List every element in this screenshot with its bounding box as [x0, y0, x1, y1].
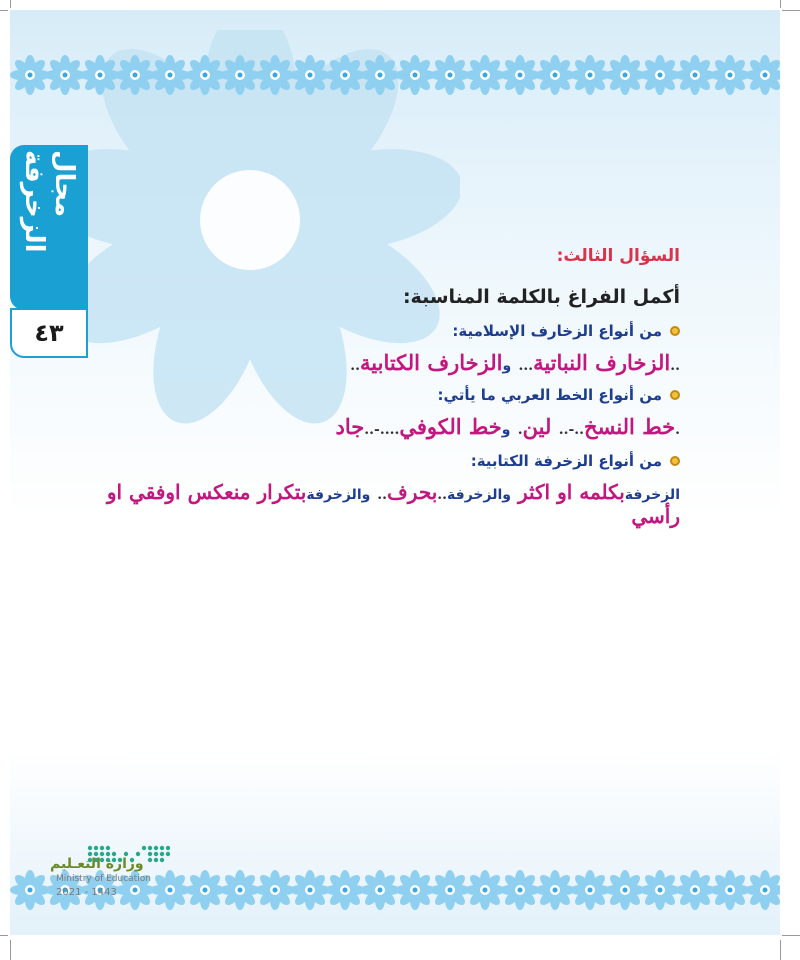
- ministry-year: 2021 - 1443: [56, 887, 117, 898]
- border-flower-icon: [640, 870, 680, 910]
- border-flower-icon: [430, 870, 470, 910]
- border-flower-icon: [45, 55, 85, 95]
- answer-3-part-3: بتكرار منعكس اوفقي او رأسي: [106, 480, 680, 528]
- crop-mark: [10, 940, 11, 960]
- ministry-name-arabic: وزارة التعـليم: [50, 856, 144, 872]
- border-flower-icon: [80, 55, 120, 95]
- question-item-prompt: من أنواع الخط العربي ما يأتي:: [437, 386, 662, 404]
- bullet-icon: [670, 456, 680, 466]
- border-flower-icon: [325, 870, 365, 910]
- border-flower-icon: [640, 55, 680, 95]
- border-flower-icon: [395, 870, 435, 910]
- bullet-icon: [670, 390, 680, 400]
- crop-mark: [782, 935, 800, 936]
- answer-2-connector: و: [501, 422, 511, 438]
- border-flower-icon: [710, 55, 750, 95]
- answer-1: ..الزخارف النباتية... والزخارف الكتابية..: [350, 350, 680, 375]
- border-flower-icon: [535, 55, 575, 95]
- question-item-1: [80, 322, 680, 340]
- crop-mark: [780, 940, 781, 960]
- crop-mark: [782, 10, 800, 11]
- border-flower-icon: [255, 870, 295, 910]
- border-flower-icon: [115, 55, 155, 95]
- question-item-2: [80, 386, 680, 404]
- question-item-prompt: من أنواع الزخرفة الكتابية:: [470, 452, 662, 470]
- answer-2-part-2: لين: [522, 414, 552, 439]
- answer-3-part-1: بكلمه او اكثر: [517, 480, 625, 504]
- border-flower-icon: [220, 870, 260, 910]
- answer-1-part-2: الزخارف الكتابية: [360, 350, 503, 375]
- answer-2-part-1: خط النسخ: [584, 414, 676, 439]
- border-flower-icon: [675, 55, 715, 95]
- border-flower-icon: [570, 870, 610, 910]
- border-flower-icon: [675, 870, 715, 910]
- border-flower-icon: [255, 55, 295, 95]
- ministry-name-english: Ministry of Education: [56, 874, 151, 884]
- question-instruction: أكمل الفراغ بالكلمة المناسبة:: [402, 286, 680, 308]
- answer-1-connector: و: [502, 358, 512, 374]
- border-flower-icon: [430, 55, 470, 95]
- crop-mark: [780, 0, 781, 8]
- question-item-prompt: من أنواع الزخارف الإسلامية:: [452, 322, 662, 340]
- answer-3-connector-1: والزخرفة: [447, 487, 511, 503]
- border-flower-icon: [500, 870, 540, 910]
- answer-3-part-2: بحرف: [387, 480, 438, 504]
- border-flower-icon: [290, 55, 330, 95]
- answer-1-part-1: الزخارف النباتية: [533, 350, 671, 375]
- border-flower-icon: [465, 55, 505, 95]
- border-flower-icon: [395, 55, 435, 95]
- crop-mark: [10, 0, 11, 8]
- question-title: السؤال الثالث:: [556, 246, 680, 266]
- border-flower-icon: [570, 55, 610, 95]
- border-flower-icon: [360, 870, 400, 910]
- bullet-icon: [670, 326, 680, 336]
- border-flower-icon: [10, 55, 50, 95]
- crop-mark: [0, 935, 8, 936]
- border-flower-icon: [150, 55, 190, 95]
- textbook-page: [10, 10, 780, 935]
- border-flower-icon: [465, 870, 505, 910]
- border-flower-icon: [290, 870, 330, 910]
- answer-2: .خط النسخ..-.. لين. وخط الكوفي....-..جاد: [335, 414, 680, 439]
- answer-2-part-4: جاد: [335, 414, 365, 439]
- border-flower-icon: [500, 55, 540, 95]
- border-flower-icon: [745, 55, 780, 95]
- page-number: ٤٣: [10, 308, 88, 358]
- border-flower-icon: [710, 870, 750, 910]
- question-item-3: [80, 452, 680, 470]
- border-flower-icon: [535, 870, 575, 910]
- answer-3: الزخرفةبكلمه او اكثر والزخرفة..بحرف.. والزخرفةبتكرار منعكس اوفقي او رأسي: [106, 480, 680, 528]
- answer-3-connector-2: والزخرفة: [306, 487, 371, 503]
- border-flower-icon: [360, 55, 400, 95]
- border-flower-icon: [325, 55, 365, 95]
- flower-border-top: [10, 50, 780, 100]
- border-flower-icon: [185, 55, 225, 95]
- border-flower-icon: [605, 55, 645, 95]
- border-flower-icon: [745, 870, 780, 910]
- answer-3-lead: الزخرفة: [624, 487, 680, 503]
- border-flower-icon: [10, 870, 50, 910]
- border-flower-icon: [605, 870, 645, 910]
- chapter-title: مجال الزخرفة: [19, 150, 79, 253]
- border-flower-icon: [220, 55, 260, 95]
- answer-2-part-3: خط الكوفي: [399, 414, 502, 439]
- crop-mark: [0, 10, 8, 11]
